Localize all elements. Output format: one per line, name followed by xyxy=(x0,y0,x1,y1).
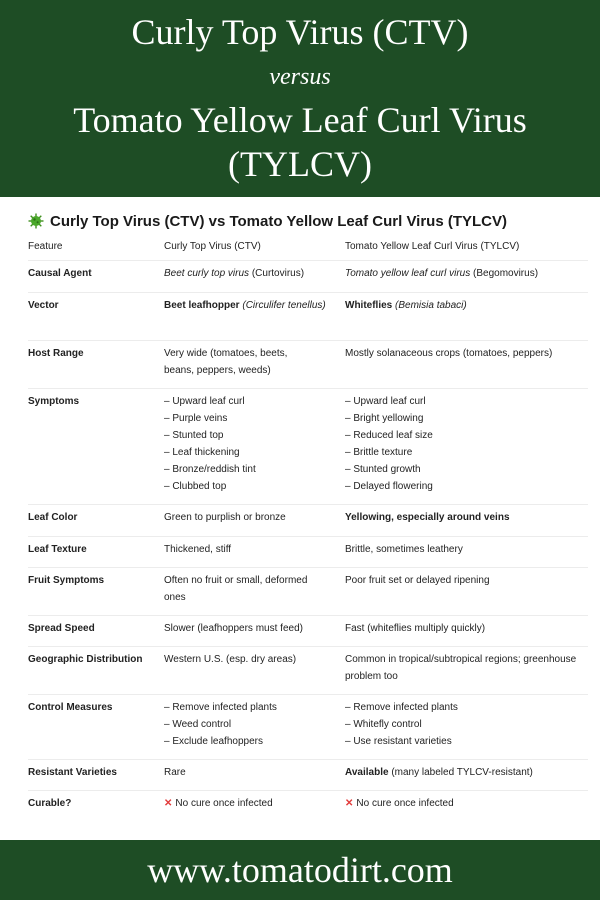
table-row-fruit-symptoms xyxy=(28,567,588,616)
tylcv-value: ✕ No cure once infected xyxy=(345,798,454,809)
tylcv-control-list xyxy=(345,699,590,750)
table-row-vector xyxy=(28,292,588,341)
table-row-leaf-texture xyxy=(28,536,588,568)
ctv-value: Often no fruit or small, deformed ones xyxy=(164,575,308,603)
ctv-value: Green to purplish or bronze xyxy=(164,512,286,523)
list-item: – Purple veins xyxy=(164,413,228,424)
table-row-symptoms xyxy=(28,388,588,505)
table-row-spread-speed xyxy=(28,615,588,647)
ctv-control-list xyxy=(164,699,334,750)
tylcv-value: Tomato yellow leaf curl virus (Begomovirus) xyxy=(345,268,539,279)
ctv-value: Thickened, stiff xyxy=(164,544,232,555)
table-heading-text: Curly Top Virus (CTV) vs Tomato Yellow Leaf Curl Virus (TYLCV) xyxy=(50,212,508,230)
tylcv-value: Available (many labeled TYLCV-resistant) xyxy=(345,767,533,778)
list-item: – Bright yellowing xyxy=(345,413,424,424)
feature-label: Fruit Symptoms xyxy=(28,575,105,586)
versus-text: versus xyxy=(269,64,331,90)
feature-label: Geographic Distribution xyxy=(28,654,143,665)
list-item: – Remove infected plants xyxy=(164,702,277,713)
ctv-symptom-list xyxy=(164,393,334,495)
list-item: – Weed control xyxy=(164,719,232,730)
table-row-host-range xyxy=(28,340,588,389)
website-url: www.tomatodirt.com xyxy=(147,850,453,890)
table-row-causal-agent xyxy=(28,260,588,293)
virus-icon xyxy=(28,213,44,229)
tylcv-value: Poor fruit set or delayed ripening xyxy=(345,575,490,586)
title-line-3: (TYLCV) xyxy=(228,144,372,184)
cross-mark-icon: ✕ xyxy=(345,798,354,809)
list-item: – Brittle texture xyxy=(345,447,413,458)
feature-label: Leaf Texture xyxy=(28,544,87,555)
ctv-value: Very wide (tomatoes, beets, beans, peppers, weeds) xyxy=(164,348,288,376)
list-item: – Reduced leaf size xyxy=(345,430,433,441)
feature-label: Causal Agent xyxy=(28,268,92,279)
feature-label: Symptoms xyxy=(28,396,80,407)
feature-label: Vector xyxy=(28,300,59,311)
feature-label: Host Range xyxy=(28,348,84,359)
list-item: – Remove infected plants xyxy=(345,702,458,713)
tylcv-value: Yellowing, especially around veins xyxy=(345,512,510,523)
list-item: – Use resistant varieties xyxy=(345,736,452,747)
comparison-card xyxy=(0,197,600,840)
title-line-1: Curly Top Virus (CTV) xyxy=(131,12,469,52)
list-item: – Whitefly control xyxy=(345,719,422,730)
cross-mark-icon: ✕ xyxy=(164,798,173,809)
list-item: – Delayed flowering xyxy=(345,481,433,492)
tylcv-value: Common in tropical/subtropical regions; greenhouse problem too xyxy=(345,654,577,682)
table-header-row xyxy=(28,233,588,261)
ctv-value: ✕ No cure once infected xyxy=(164,798,273,809)
ctv-value: Beet leafhopper (Circulifer tenellus) xyxy=(164,300,326,311)
table-heading xyxy=(28,210,588,232)
feature-label: Leaf Color xyxy=(28,512,78,523)
table-row-leaf-color xyxy=(28,504,588,537)
feature-label: Control Measures xyxy=(28,702,113,713)
ctv-value: Slower (leafhoppers must feed) xyxy=(164,623,303,634)
tylcv-value: Whiteflies (Bemisia tabaci) xyxy=(345,300,467,311)
list-item: – Upward leaf curl xyxy=(345,396,426,407)
ctv-value: Beet curly top virus (Curtovirus) xyxy=(164,268,305,279)
table-row-curable xyxy=(28,790,588,822)
title-banner xyxy=(0,0,600,197)
column-header-tylcv: Tomato Yellow Leaf Curl Virus (TYLCV) xyxy=(345,241,520,252)
table-row-geographic-distribution xyxy=(28,646,588,695)
column-header-ctv: Curly Top Virus (CTV) xyxy=(164,241,261,252)
tylcv-value: Brittle, sometimes leathery xyxy=(345,544,463,555)
ctv-value: Western U.S. (esp. dry areas) xyxy=(164,654,297,665)
feature-label: Resistant Varieties xyxy=(28,767,117,778)
list-item: – Stunted top xyxy=(164,430,224,441)
feature-label: Spread Speed xyxy=(28,623,95,634)
feature-label: Curable? xyxy=(28,798,72,809)
list-item: – Clubbed top xyxy=(164,481,227,492)
list-item: – Exclude leafhoppers xyxy=(164,736,263,747)
website-footer xyxy=(0,840,600,900)
list-item: – Leaf thickening xyxy=(164,447,240,458)
ctv-value: Rare xyxy=(164,767,186,778)
list-item: – Stunted growth xyxy=(345,464,421,475)
tylcv-value: Mostly solanaceous crops (tomatoes, peppers) xyxy=(345,348,553,359)
title-line-2: Tomato Yellow Leaf Curl Virus xyxy=(73,100,527,140)
table-row-control-measures xyxy=(28,694,588,760)
column-header-feature: Feature xyxy=(28,241,63,252)
list-item: – Upward leaf curl xyxy=(164,396,245,407)
list-item: – Bronze/reddish tint xyxy=(164,464,256,475)
table-row-resistant-varieties xyxy=(28,759,588,791)
tylcv-symptom-list xyxy=(345,393,590,495)
tylcv-value: Fast (whiteflies multiply quickly) xyxy=(345,623,486,634)
